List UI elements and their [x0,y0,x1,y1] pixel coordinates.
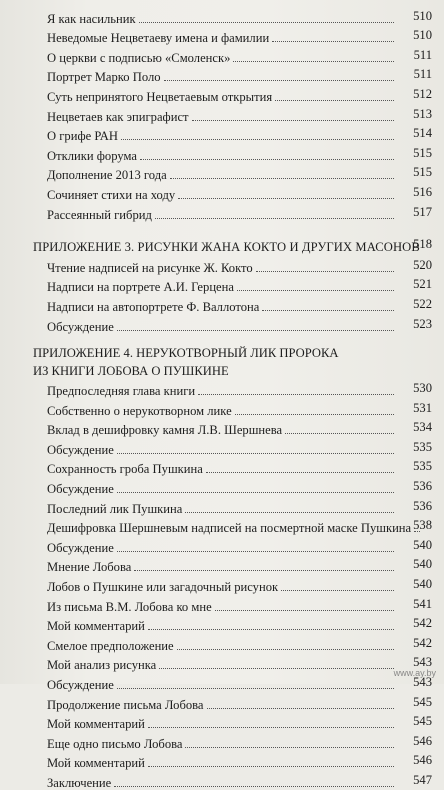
toc-entry-title: Мой анализ рисунка [47,658,157,673]
dot-leader [148,629,394,630]
dot-leader [275,100,394,101]
dot-leader [178,198,394,199]
toc-entry [0,653,444,673]
toc-entry [0,104,444,124]
toc-entry [0,594,444,614]
toc-entry-title: Надписи на портрете А.И. Герцена [47,280,234,295]
toc-entry-title: Чтение надписей на рисунке Ж. Кокто [47,260,253,275]
toc-entry [0,712,444,732]
toc-entry [0,379,444,399]
toc-entry-page: 540 [413,557,432,572]
dot-leader [185,512,394,513]
toc-entry [0,65,444,85]
dot-leader [134,570,394,571]
dot-leader [155,218,394,219]
toc-entry [0,555,444,575]
toc-entry [0,614,444,634]
toc-entry-title: Вклад в дешифровку камня Л.В. Шершнева [47,423,283,438]
section-4-title-line2: ИЗ КНИГИ ЛОБОВА О ПУШКИНЕ [33,363,229,378]
dot-leader [215,610,394,611]
toc-entry [0,26,444,46]
toc-entry-page: 523 [413,316,432,331]
toc-entry-title: Мой комментарий [47,619,145,634]
toc-entry-page: 515 [413,145,432,160]
toc-entry-page: 535 [413,459,432,474]
dot-leader [281,590,394,591]
toc-entry [0,275,444,295]
toc-entry-page: 545 [413,714,432,729]
dot-leader [170,178,394,179]
dot-leader [237,290,394,291]
toc-entry [0,731,444,751]
toc-entry-title: О церкви с подписью «Смоленск» [47,50,231,65]
dot-leader [159,668,394,669]
toc-entry [0,692,444,712]
toc-entry-page: 515 [413,165,432,180]
section-3-heading [0,236,444,256]
dot-leader [117,551,394,552]
toc-entry-page: 510 [413,8,432,23]
toc-entry [0,437,444,457]
toc-entry [0,255,444,275]
toc-entry [0,163,444,183]
toc-entry-page: 530 [413,381,432,396]
toc-entry [0,124,444,144]
toc-entry-page: 536 [413,498,432,513]
toc-entry-title: Суть непринятого Нецветаевым открытия [47,89,273,104]
toc-entry [0,672,444,692]
watermark: www.ay.by [393,668,436,678]
section-3-items [0,255,444,333]
dot-leader [192,120,394,121]
toc-entry-title: Еще одно письмо Лобова [47,736,183,751]
toc-entry-title: Смелое предположение [47,638,174,653]
toc-entry-title: Отклики форума [47,148,137,163]
dot-leader [206,472,394,473]
toc-entry-title: Мнение Лобова [47,560,132,575]
section-4-title-line1: ПРИЛОЖЕНИЕ 4. НЕРУКОТВОРНЫЙ ЛИК ПРОРОКА [33,345,339,360]
toc-entry-title: Лобов о Пушкине или загадочный рисунок [47,580,279,595]
dot-leader [285,433,394,434]
dot-leader [164,80,394,81]
dot-leader [117,688,394,689]
dot-leader [117,492,394,493]
toc-group-1 [0,6,444,222]
toc-entry-page: 541 [413,596,432,611]
toc-entry-page: 547 [413,772,432,787]
toc-entry-page: 521 [413,277,432,292]
section-3-page: 518 [413,237,432,252]
toc-entry [0,476,444,496]
toc-entry-title: Продолжение письма Лобова [47,697,204,712]
dot-leader [117,330,394,331]
toc-entry-page: 522 [413,296,432,311]
toc-entry-title: Заключение [47,775,112,790]
dot-leader [272,41,394,42]
toc-entry-page: 538 [413,518,432,533]
toc-entry [0,457,444,477]
toc-entry [0,143,444,163]
toc-entry-title: Обсуждение [47,319,114,334]
section-4-heading [0,344,444,379]
toc-entry-title: Мой комментарий [47,756,145,771]
toc-entry-title: Обсуждение [47,678,114,692]
toc-entry-page: 517 [413,204,432,219]
toc-entry-title: Неведомые Нецветаеву имена и фамилии [47,31,270,46]
toc-entry [0,182,444,202]
toc-entry-title: Мой комментарий [47,717,145,732]
toc-entry-page: 535 [413,439,432,454]
toc-entry-page: 542 [413,635,432,650]
dot-leader [139,22,394,23]
toc-entry-title: Сохранность гроба Пушкина [47,462,203,477]
toc-entry-title: Собственно о нерукотворном лике [47,403,232,418]
toc-entry-title: Обсуждение [47,442,114,457]
dot-leader [117,453,394,454]
toc-entry-title: Обсуждение [47,482,114,497]
toc-entry [0,202,444,222]
dot-leader [235,414,394,415]
toc-entry [0,294,444,314]
toc-entry-page: 543 [413,675,432,689]
toc-entry [0,770,444,790]
toc-entry [0,516,444,536]
table-of-contents [0,6,444,790]
toc-entry [0,496,444,516]
toc-entry-page: 536 [413,479,432,494]
toc-entry-title: О грифе РАН [47,129,118,144]
toc-entry-page: 516 [413,184,432,199]
toc-entry-title: Предпоследняя глава книги [47,384,196,399]
toc-entry-title: Нецветаев как эпиграфист [47,109,189,124]
toc-entry-page: 520 [413,257,432,272]
toc-entry-page: 546 [413,753,432,768]
toc-entry-page: 545 [413,694,432,709]
toc-entry-title: Последний лик Пушкина [47,501,183,516]
toc-entry-page: 510 [413,28,432,43]
dot-leader [198,394,394,395]
toc-entry-page: 531 [413,400,432,415]
toc-entry [0,398,444,418]
toc-entry [0,45,444,65]
dot-leader [185,747,394,748]
dot-leader [114,786,394,787]
section-4-items [0,379,444,790]
toc-entry-page: 511 [413,47,432,62]
toc-entry [0,574,444,594]
toc-entry-title: Дешифровка Шершневым надписей на посмертной маске Пушкина [47,521,412,536]
toc-entry-page: 540 [413,537,432,552]
dot-leader [233,61,394,62]
toc-entry [0,751,444,771]
toc-entry-title: Рассеянный гибрид [47,207,152,222]
toc-entry-page: 543 [413,655,432,670]
toc-entry-page: 513 [413,106,432,121]
dot-leader [262,310,394,311]
toc-entry-title: Обсуждение [47,540,114,555]
toc-entry-page: 514 [413,126,432,141]
dot-leader [148,727,394,728]
toc-entry-page: 540 [413,577,432,592]
toc-entry [0,314,444,334]
section-3-title: ПРИЛОЖЕНИЕ 3. РИСУНКИ ЖАНА КОКТО И ДРУГИХ МАСОНОВ [33,240,420,255]
toc-entry [0,84,444,104]
toc-entry-title: Портрет Марко Поло [47,70,161,85]
toc-entry [0,418,444,438]
toc-entry-title: Дополнение 2013 года [47,168,167,183]
toc-entry-page: 534 [413,420,432,435]
dot-leader [140,159,394,160]
dot-leader [256,271,394,272]
toc-entry-title: Из письма В.М. Лобова ко мне [47,599,212,614]
toc-entry-page: 542 [413,616,432,631]
toc-entry [0,535,444,555]
toc-entry-page: 511 [413,67,432,82]
dot-leader [177,649,394,650]
toc-entry [0,633,444,653]
toc-entry-page: 546 [413,733,432,748]
toc-entry-title: Сочиняет стихи на ходу [47,187,176,202]
dot-leader [148,766,394,767]
dot-leader [207,708,394,709]
toc-entry-page: 512 [413,86,432,101]
toc-entry [0,6,444,26]
dot-leader [121,139,394,140]
toc-entry-title: Надписи на автопортрете Ф. Валлотона [47,299,260,314]
toc-entry-title: Я как насильник [47,11,136,26]
